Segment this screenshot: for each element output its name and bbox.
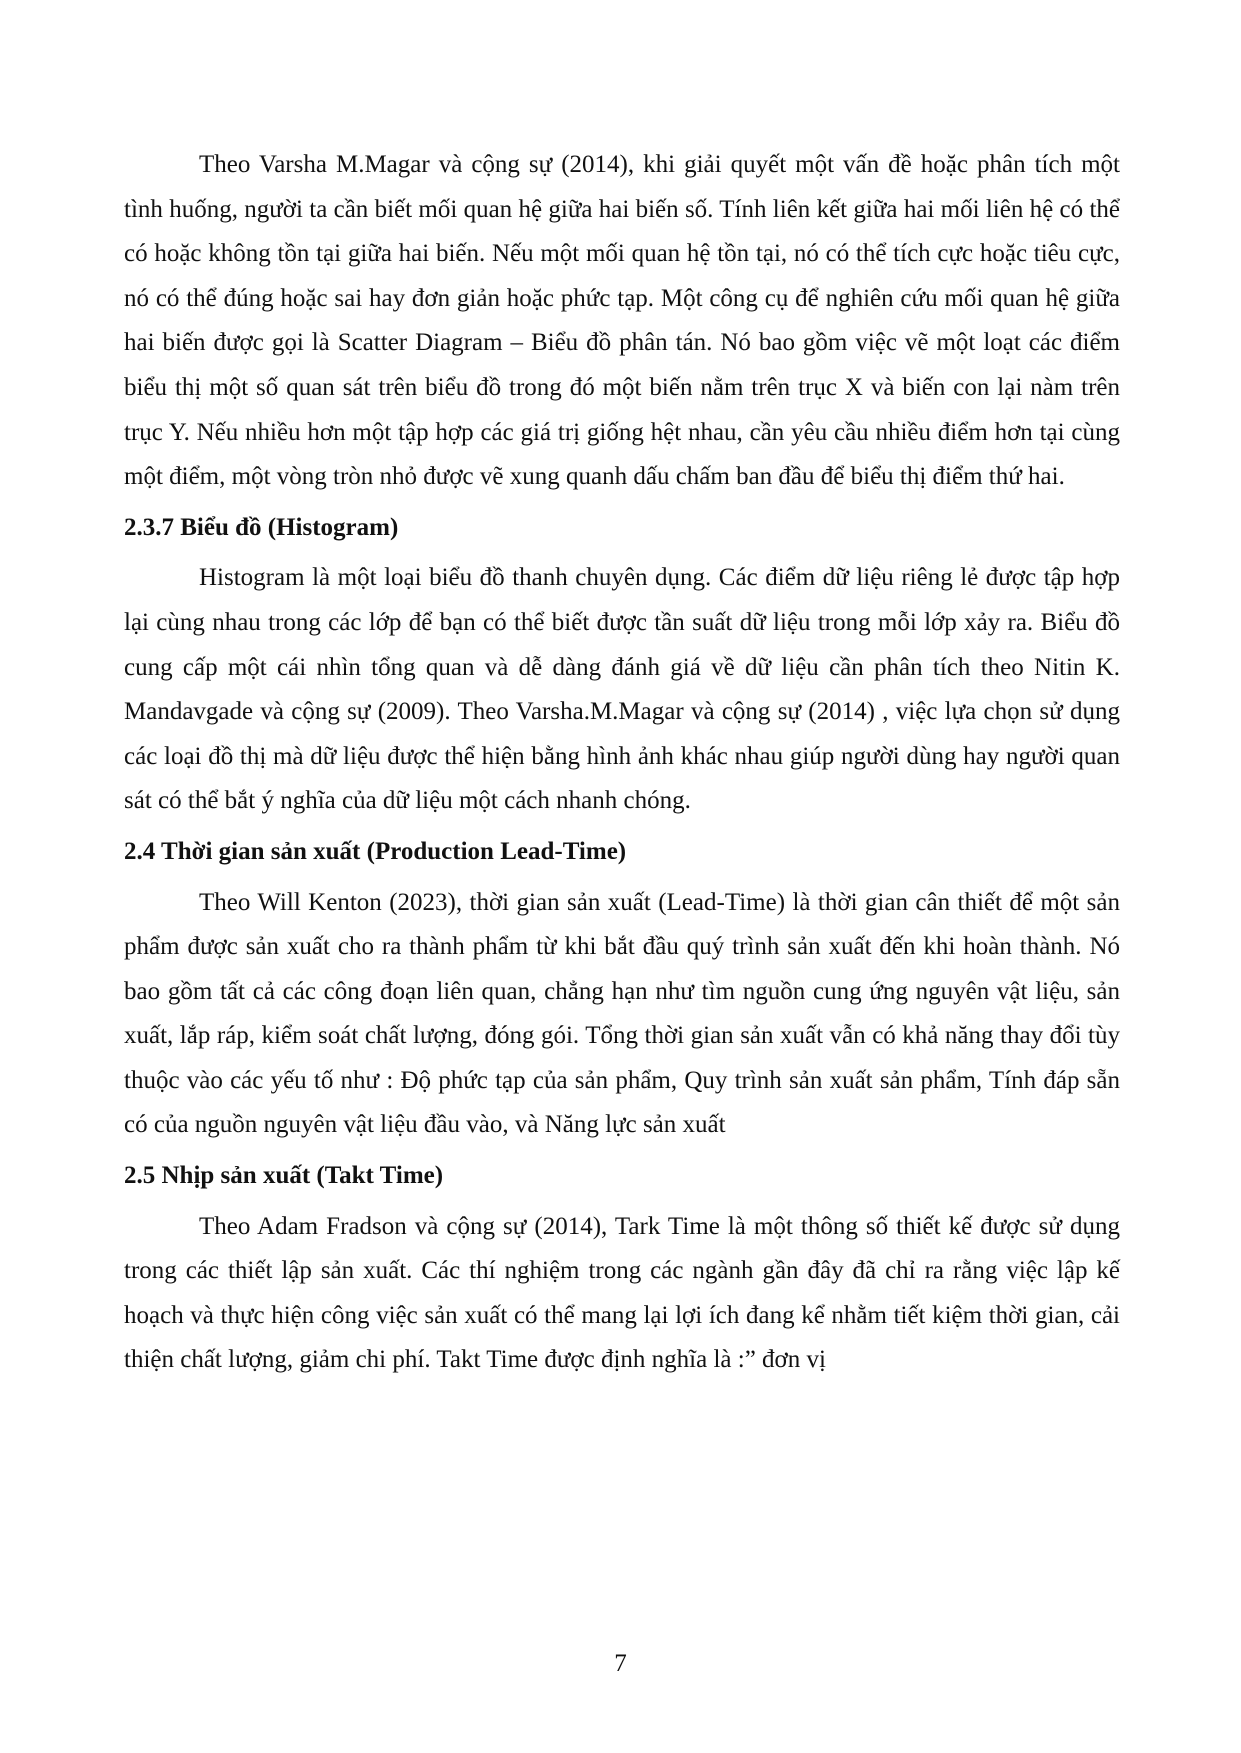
paragraph-production-lead-time: Theo Will Kenton (2023), thời gian sản xuất (Lead-Time) là thời gian cân thiết để một sản phẩm được sản xuất cho ra thành phẩm từ khi bắt đầu quý trình sản xuất đến khi hoàn thành. Nó bao gồm tất cả các công đoạn liên quan, chẳng hạn như tìm nguồn cung ứng nguyên vật liệu, sản xuất, lắp ráp, kiểm soát chất lượng, đóng gói. Tổng thời gian sản xuất vẫn có khả năng thay đổi tùy thuộc vào các yếu tố như : Độ phức tạp của sản phẩm, Quy trình sản xuất sản phẩm, Tính đáp sẵn có của nguồn nguyên vật liệu đầu vào, và Năng lực sản xuất [124,888,1120,1139]
paragraph-takt-time: Theo Adam Fradson và cộng sự (2014), Tark Time là một thông số thiết kế được sử dụng trong các thiết lập sản xuất. Các thí nghiệm trong các ngành gần đây đã chỉ ra rằng việc lập kế hoạch và thực hiện công việc sản xuất có thể mang lại lợi ích đang kể nhằm tiết kiệm thời gian, cải thiện chất lượng, giảm chi phí. Takt Time được định nghĩa là :” đơn vị [124,1212,1120,1374]
heading-takt-time: 2.5 Nhịp sản xuất (Takt Time) [124,1162,444,1190]
page-content [124,143,1120,1383]
heading-histogram: 2.3.7 Biểu đồ (Histogram) [124,513,399,541]
page-number: 7 [614,1650,627,1677]
paragraph-histogram: Histogram là một loại biểu đồ thanh chuyên dụng. Các điểm dữ liệu riêng lẻ được tập hợp lại cùng nhau trong các lớp để bạn có thể biết được tần suất dữ liệu trong mỗi lớp xảy ra. Biểu đồ cung cấp một cái nhìn tổng quan và dễ dàng đánh giá về dữ liệu cần phân tích theo Nitin K. Mandavgade và cộng sự (2009). Theo Varsha.M.Magar và cộng sự (2014) , việc lựa chọn sử dụng các loại đồ thị mà dữ liệu được thể hiện bằng hình ảnh khác nhau giúp người dùng hay người quan sát có thể bắt ý nghĩa của dữ liệu một cách nhanh chóng. [124,564,1120,815]
paragraph-scatter-diagram: Theo Varsha M.Magar và cộng sự (2014), khi giải quyết một vấn đề hoặc phân tích một tình huống, người ta cần biết mối quan hệ giữa hai biến số. Tính liên kết giữa hai mối liên hệ có thể có hoặc không tồn tại giữa hai biến. Nếu một mối quan hệ tồn tại, nó có thể tích cực hoặc tiêu cực, nó có thể đúng hoặc sai hay đơn giản hoặc phức tạp. Một công cụ để nghiên cứu mối quan hệ giữa hai biến được gọi là Scatter Diagram – Biểu đồ phân tán. Nó bao gồm việc vẽ một loạt các điểm biểu thị một số quan sát trên biểu đồ trong đó một biến nằm trên trục X và biến con lại nàm trên trục Y. Nếu nhiều hơn một tập hợp các giá trị giống hệt nhau, cần yêu cầu nhiều điểm hơn tại cùng một điểm, một vòng tròn nhỏ được vẽ xung quanh dấu chấm ban đầu để biểu thị điểm thứ hai. [124,151,1120,491]
heading-production-lead-time: 2.4 Thời gian sản xuất (Production Lead-Time) [124,837,627,865]
